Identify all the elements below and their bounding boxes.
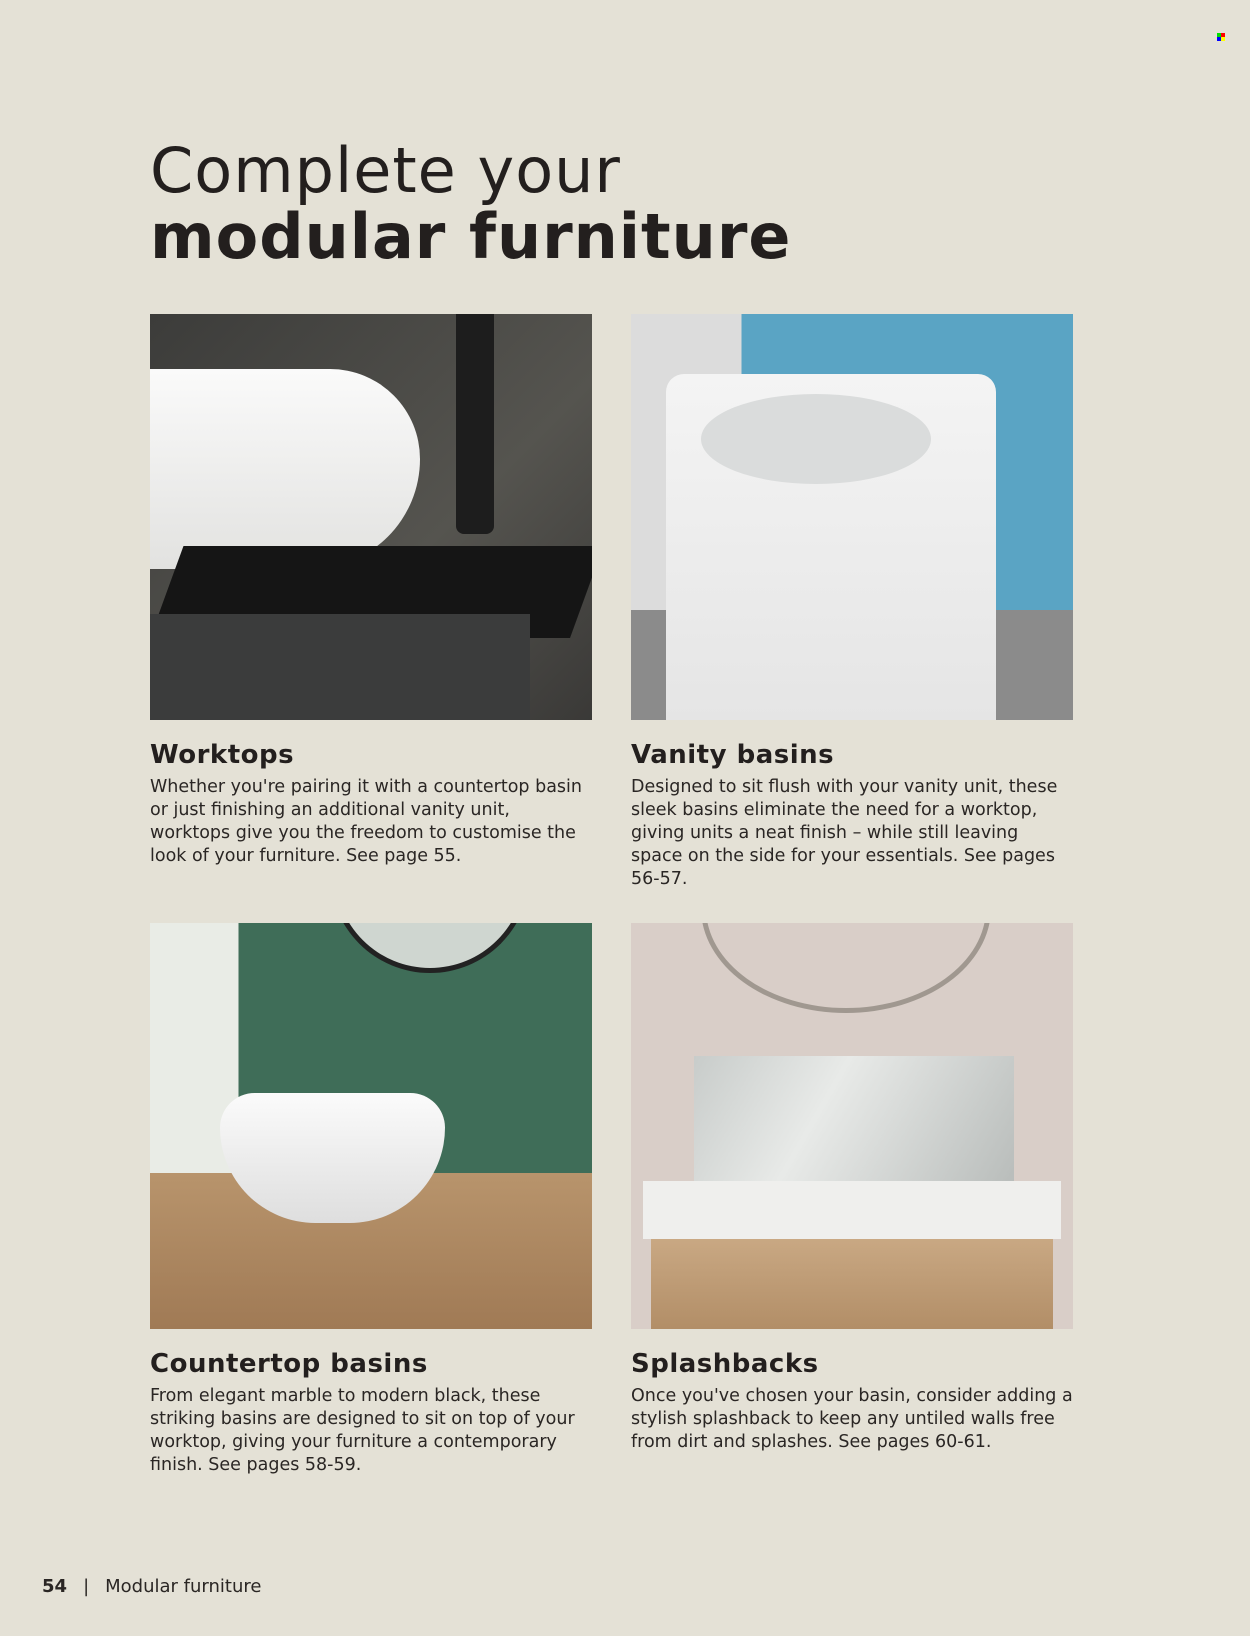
section-body: From elegant marble to modern black, these striking basins are designed to sit on top of your worktop, giving your furniture a contemporary finish. See pages 58-59. [150, 1386, 575, 1475]
splashbacks-photo [631, 923, 1073, 1329]
section-heading: Worktops [150, 740, 295, 770]
title-line-2: modular furniture [150, 200, 792, 273]
page-number: 54 [42, 1576, 68, 1597]
section-body: Designed to sit flush with your vanity unit, these sleek basins eliminate the need for a worktop, giving units a neat finish – while still leaving space on the side for your essentials. See pages 56-57. [631, 777, 1058, 889]
section-heading: Splashbacks [631, 1349, 819, 1379]
section-body: Whether you're pairing it with a countertop basin or just finishing an additional vanity unit, worktops give you the freedom to customise the look of your furniture. See page 55. [150, 777, 582, 866]
title-line-1: Complete your [150, 134, 621, 207]
section-heading: Vanity basins [631, 740, 835, 770]
worktops-card [150, 314, 592, 868]
footer-section: Modular furniture [105, 1576, 262, 1597]
countertop-basins-photo [150, 923, 592, 1329]
page-title [150, 134, 792, 273]
footer-separator: | [83, 1576, 90, 1597]
page-footer [42, 1576, 261, 1597]
vanity-basins-card [631, 314, 1073, 891]
splashbacks-card [631, 923, 1073, 1454]
section-body: Once you've chosen your basin, consider adding a stylish splashback to keep any untiled walls free from dirt and splashes. See pages 60-61. [631, 1386, 1073, 1452]
countertop-basins-card [150, 923, 592, 1477]
color-marker [1217, 33, 1225, 41]
worktops-photo [150, 314, 592, 720]
section-heading: Countertop basins [150, 1349, 428, 1379]
vanity-basins-photo [631, 314, 1073, 720]
